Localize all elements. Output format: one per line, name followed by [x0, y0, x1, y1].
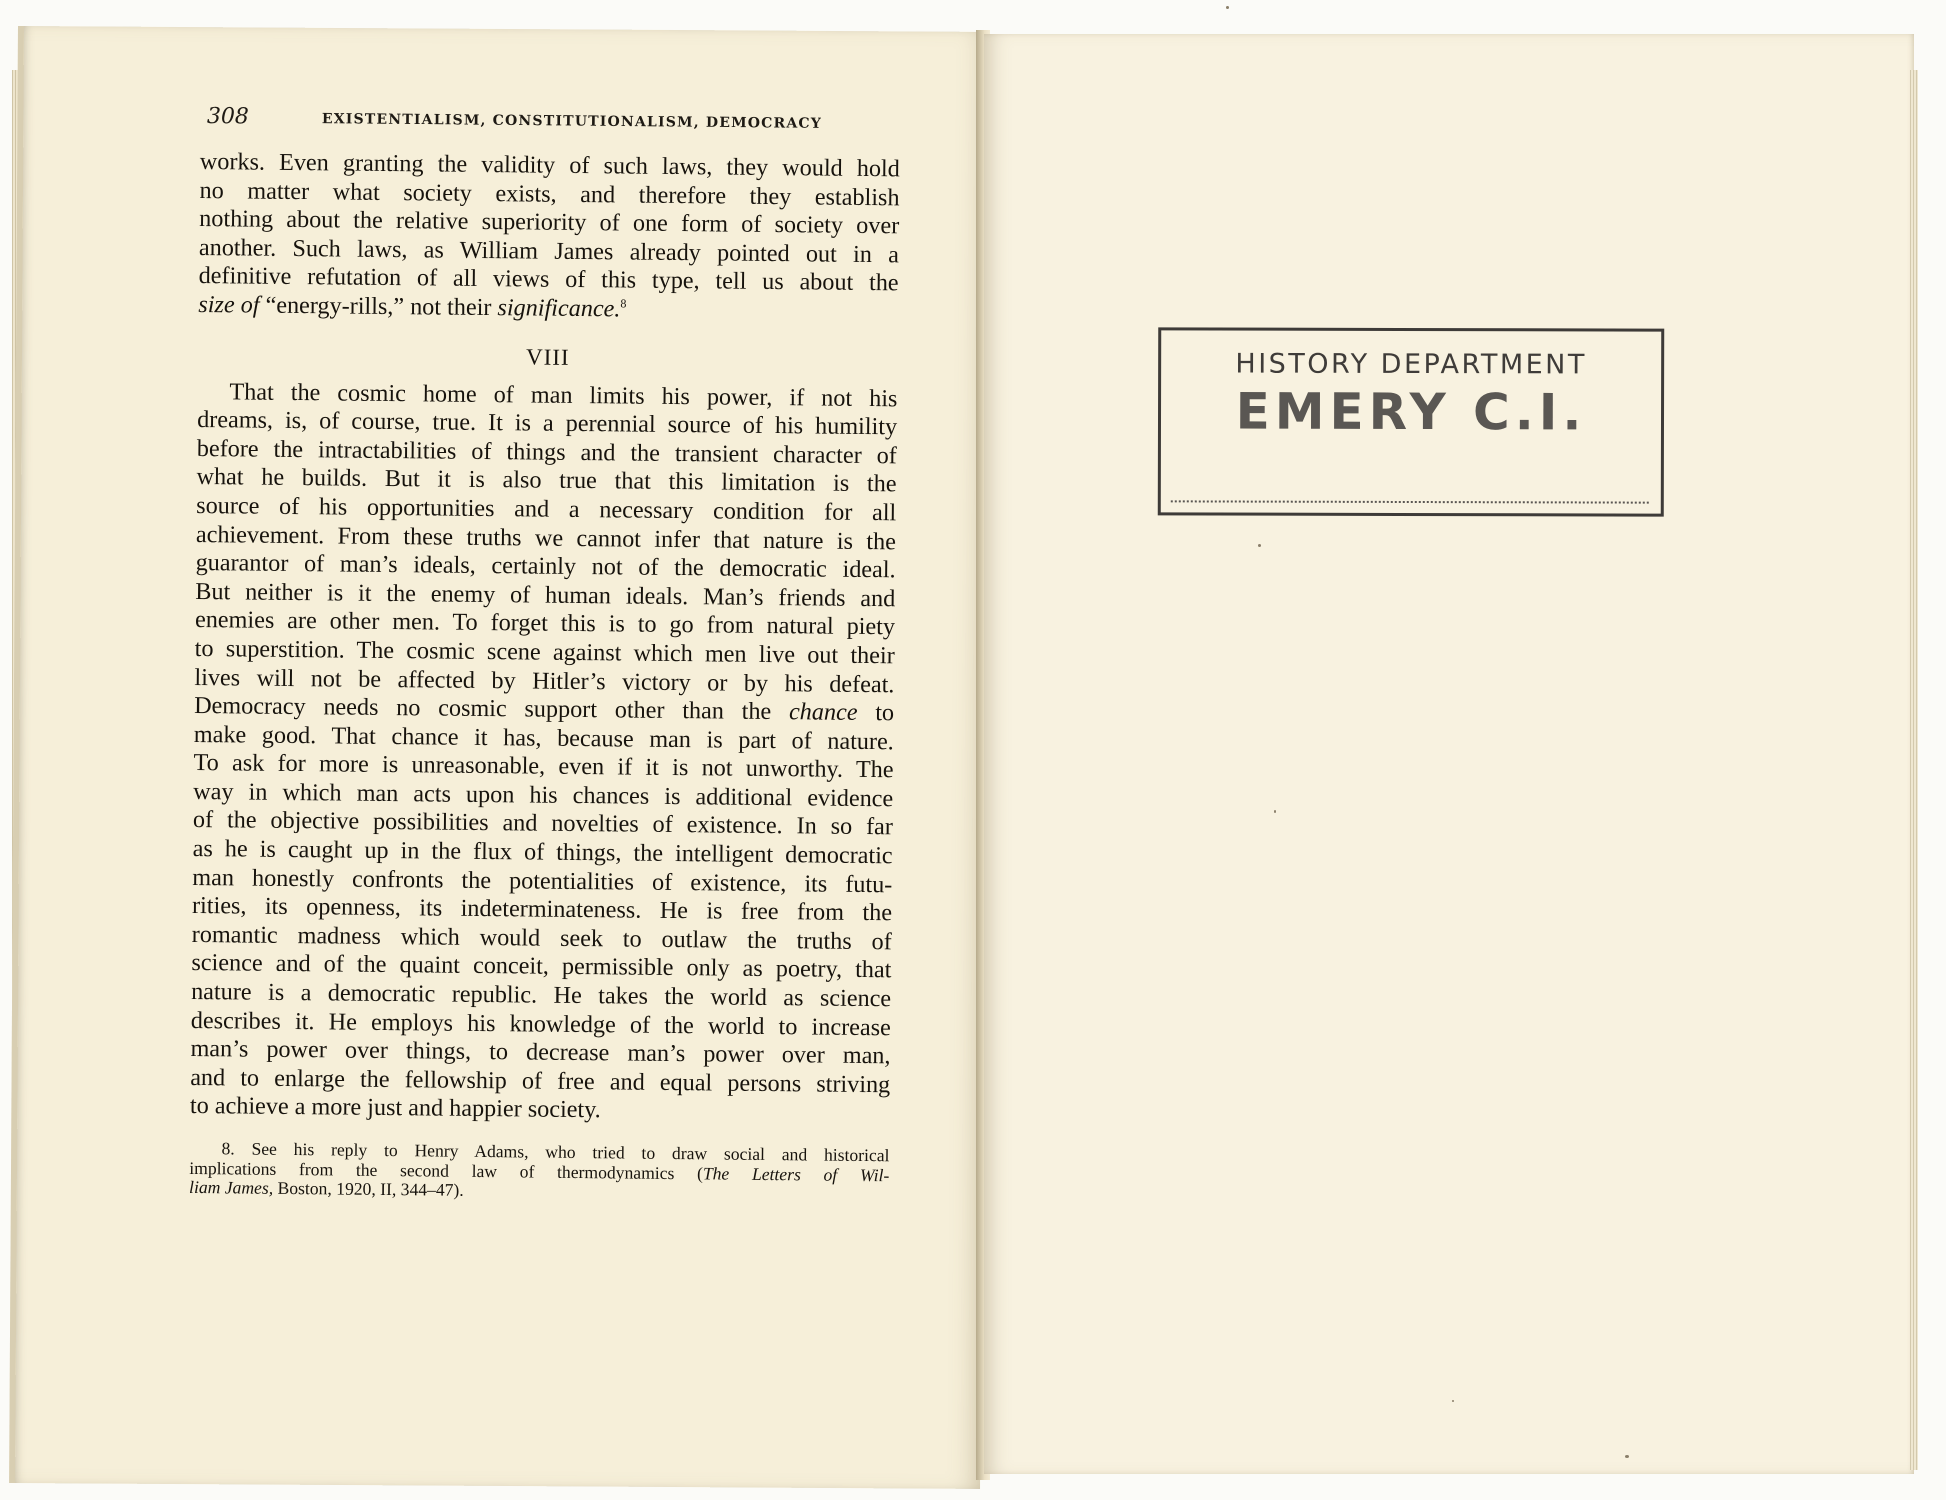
text-run: implications from the second law of thermodynamics ( — [189, 1157, 704, 1183]
text-line: romantic madness which would seek to outlaw the truths of — [191, 920, 892, 956]
text-line: and to enlarge the fellowship of free and equal persons striving — [190, 1063, 891, 1099]
text-line: nothing about the relative superiority of one form of society over — [199, 205, 900, 240]
paper-speck — [1274, 810, 1276, 813]
text-run: to — [857, 699, 895, 727]
text-line: To ask for more is unreasonable, even if it is not unworthy. The — [193, 749, 894, 784]
paper-speck — [1625, 1455, 1629, 1458]
stamp-department: HISTORY DEPARTMENT — [1235, 348, 1587, 381]
text-line: describes it. He employs his knowledge of the world to increase — [190, 1006, 891, 1041]
italic-text: The Letters of Wil- — [702, 1162, 890, 1185]
paper-speck — [1226, 6, 1229, 9]
text-line: nature is a democratic republic. He takes the world as science — [191, 977, 892, 1013]
text-line: another. Such laws, as William James already pointed out in a — [198, 233, 900, 269]
text-run: Boston, 1920, II, 344–47). — [273, 1178, 464, 1201]
right-page — [984, 34, 1914, 1474]
text-line: That the cosmic home of man limits his power, if not his — [229, 377, 898, 412]
text-line: no matter what society exists, and therefore they establish — [199, 176, 900, 211]
italic-text: size of — [198, 290, 260, 319]
text-line: what he builds. But it is also true that this limitation is the — [196, 463, 897, 498]
text-line: But neither is it the enemy of human ideals. Man’s friends and — [195, 577, 896, 613]
text-line: man honestly confronts the potentialities of existence, its futu- — [192, 863, 893, 898]
italic-text: significance. — [497, 294, 621, 323]
footnote-line: 8. See his reply to Henry Adams, who tried to draw social and historical — [221, 1138, 890, 1166]
right-page-edge — [1910, 70, 1918, 1470]
paragraph-2 — [190, 378, 898, 1129]
text-line: definitive refutation of all views of this type, tell us about the — [198, 262, 899, 297]
text-line: before the intractabilities of things and the transient character of — [196, 434, 897, 470]
library-stamp — [1158, 327, 1664, 516]
text-line: rities, its openness, its indeterminateness. He is free from the — [191, 892, 893, 927]
paragraph-1 — [198, 148, 900, 327]
footnote — [189, 1139, 890, 1205]
stamp-signature-line — [1171, 500, 1649, 503]
section-heading: VIII — [525, 343, 570, 370]
text-line: source of his opportunities and a necessary condition for all — [196, 491, 897, 527]
paper-speck — [1258, 544, 1261, 547]
italic-text: chance — [788, 698, 858, 727]
text-line: enemies are other men. To forget this is to go from natural piety — [194, 606, 896, 641]
body-text — [189, 148, 900, 1205]
text-run: Democracy needs no cosmic support other than the — [194, 692, 790, 726]
running-title: EXISTENTIALISM, CONSTITUTIONALISM, DEMOCRACY — [321, 111, 823, 132]
text-line: works. Even granting the validity of such laws, they would hold — [199, 148, 900, 183]
italic-text: liam James, — [189, 1177, 274, 1199]
running-head — [207, 104, 901, 143]
text-line: guarantor of man’s ideals, certainly not of the democratic ideal. — [195, 549, 896, 584]
page-number: 308 — [206, 104, 249, 130]
text-line: achievement. From these truths we cannot infer that nature is the — [195, 520, 897, 555]
text-line: to achieve a more just and happier society. — [189, 1092, 601, 1124]
footnote-ref: 8 — [620, 296, 627, 311]
text-line: of the objective possibilities and novelties of existence. In so far — [192, 806, 894, 841]
text-line: to superstition. The cosmic scene against which men live out their — [194, 634, 895, 670]
text-line: science and of the quaint conceit, permissible only as poetry, that — [191, 949, 892, 984]
text-line: man’s power over things, to decrease man’s power over man, — [190, 1035, 891, 1070]
stamp-school-name: EMERY C.I. — [1235, 382, 1587, 442]
text-line: make good. That chance it has, because man is part of nature. — [193, 720, 894, 755]
text-line: way in which man acts upon his chances is additional evidence — [193, 777, 894, 813]
text-line: dreams, is, of course, true. It is a perennial source of his humility — [197, 406, 898, 441]
text-run: “energy-rills,” not their — [259, 291, 498, 322]
text-line: lives will not be affected by Hitler’s victory or by his defeat. — [194, 663, 895, 698]
text-line: as he is caught up in the flux of things, the intelligent democratic — [192, 835, 893, 870]
paper-speck — [1452, 1400, 1454, 1402]
